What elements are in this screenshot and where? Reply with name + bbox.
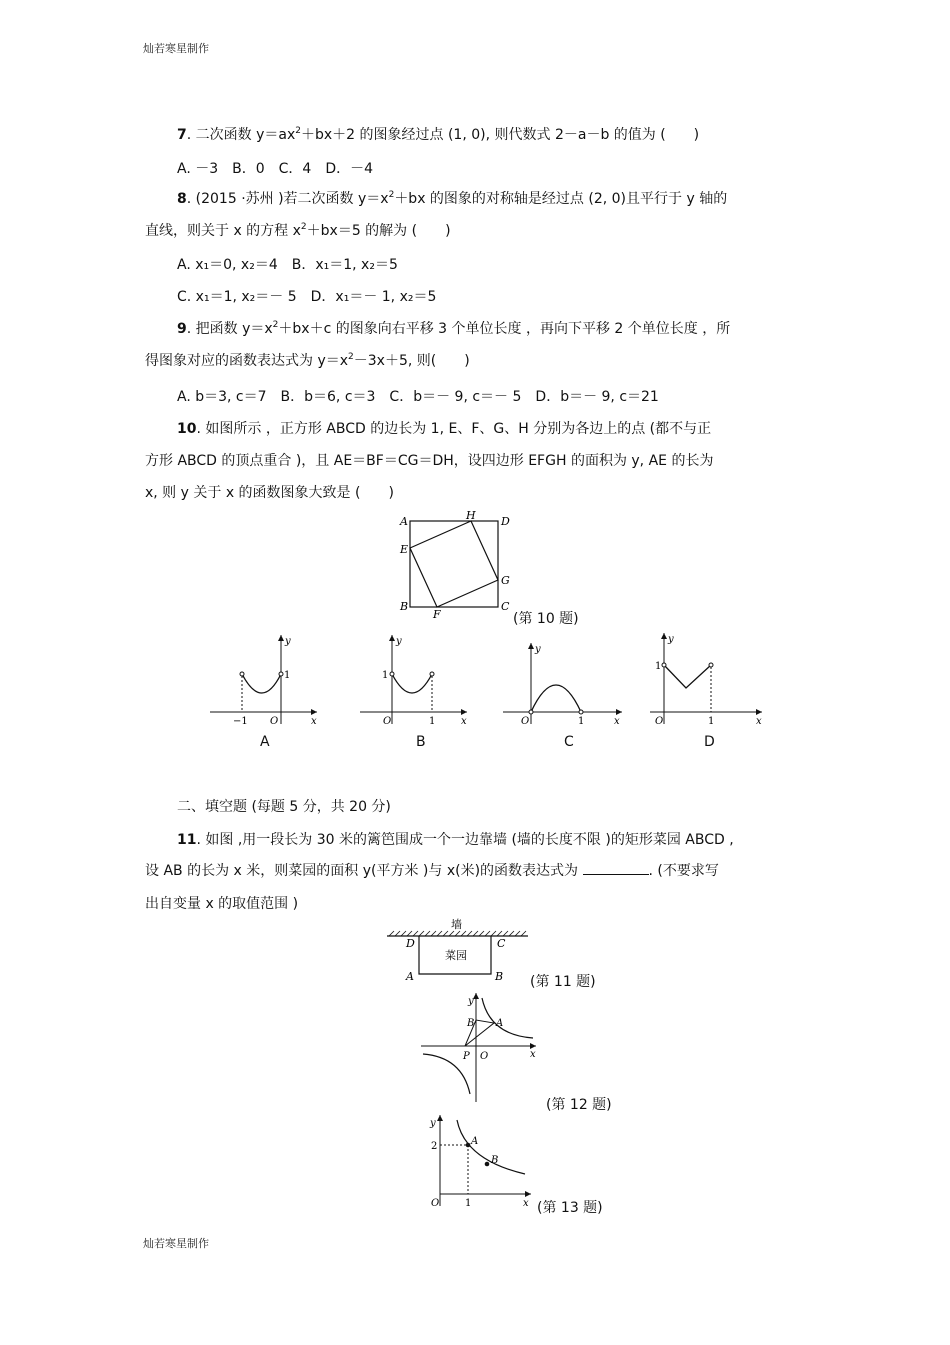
svg-text:O: O [270, 716, 279, 727]
svg-text:A: A [406, 970, 414, 983]
label-C: C [501, 600, 510, 613]
svg-text:1: 1 [382, 670, 389, 681]
figure-10-caption: (第 10 题) [513, 611, 579, 627]
svg-text:A: A [496, 1018, 504, 1029]
svg-text:y: y [668, 634, 674, 645]
graph-option-C [500, 640, 625, 727]
svg-text:O: O [521, 716, 530, 727]
label-D: D [501, 515, 510, 528]
page-header: 灿若寒星制作 [143, 42, 209, 55]
svg-text:y: y [535, 644, 541, 655]
svg-text:1: 1 [708, 716, 715, 727]
graph-label-A: A [260, 734, 270, 750]
question-10: 10. 如图所示 ，正方形 ABCD 的边长为 1, E、F、G、H 分别为各边上的点 (都不与正 [177, 421, 712, 437]
question-number: 7 [177, 127, 187, 143]
graph-option-B [355, 632, 470, 727]
question-8-options-cd: C. x₁＝1, x₂＝－ 5 D．x₁＝－ 1, x₂＝5 [177, 289, 437, 305]
question-11-line-2: 设 AB 的长为 x 米，则菜园的面积 y(平方米 )与 x(米)的函数表达式为 . (不要求写 [145, 863, 719, 879]
figure-12-caption: (第 12 题) [546, 1097, 612, 1113]
svg-text:x: x [311, 716, 317, 727]
svg-text:O: O [431, 1198, 440, 1209]
question-10-line-3: x, 则 y 关于 x 的函数图象大致是 ( ) [145, 485, 394, 501]
question-number: 9 [177, 321, 187, 337]
figure-11-caption: (第 11 题) [530, 974, 596, 990]
svg-text:y: y [430, 1118, 436, 1129]
hyperbola-figure-12 [418, 990, 538, 1105]
figure-13-caption: (第 13 题) [537, 1200, 603, 1216]
question-9: 9. 把函数 $y=x^2+bx+c$ 的图象向右平移 3 个单位长度 ，再向下平移 2 个单位长度 ，所 [177, 320, 731, 337]
svg-text:C: C [497, 937, 506, 950]
svg-text:2: 2 [431, 1141, 438, 1152]
graph-label-D: D [704, 734, 715, 750]
svg-text:y: y [396, 636, 402, 647]
wall-label: 墙 [451, 918, 462, 931]
svg-text:x: x [461, 716, 467, 727]
svg-text:y: y [468, 996, 474, 1007]
question-number: 8 [177, 191, 187, 207]
question-7: 7. 二次函数 $y=ax^2+bx+2$ 的图象经过点 (1, 0), 则代数式 2－a－b 的值为 ( ) [177, 126, 700, 143]
svg-text:1: 1 [429, 716, 436, 727]
section-title: 二、填空题 (每题 5 分，共 20 分) [177, 799, 391, 815]
svg-text:D: D [406, 937, 415, 950]
label-B: B [400, 600, 409, 613]
svg-text:O: O [480, 1051, 489, 1062]
svg-text:O: O [383, 716, 392, 727]
question-7-options: A. －3 B．0 C．4 D．－4 [177, 161, 374, 177]
label-H: H [466, 509, 476, 522]
graph-option-D [645, 630, 765, 727]
svg-text:1: 1 [578, 716, 585, 727]
question-number: 10 [177, 421, 197, 437]
svg-text:A: A [471, 1136, 479, 1147]
question-8-line-2: 直线，则关于 x 的方程 $x^2+bx=5$ 的解为 ( ) [145, 222, 451, 239]
svg-text:x: x [614, 716, 620, 727]
svg-text:x: x [756, 716, 762, 727]
label-F: F [433, 608, 441, 621]
label-E: E [400, 543, 409, 556]
svg-text:B: B [467, 1018, 475, 1029]
question-11: 11. 如图 ,用一段长为 30 米的篱笆围成一个一边靠墙 (墙的长度不限 )的矩形菜园 ABCD , [177, 832, 734, 848]
question-8: 8. (2015 ·苏州 )若二次函数 $y=x^2+bx$ 的图象的对称轴是经过点 (2, 0)且平行于 y 轴的 [177, 190, 728, 207]
question-9-line-2: 得图象对应的函数表达式为 $y=x^2-3x+5$, 则( ) [145, 352, 470, 369]
question-8-options-ab: A. x₁＝0, x₂＝4 B．x₁＝1, x₂＝5 [177, 257, 398, 273]
graph-label-B: B [416, 734, 426, 750]
svg-text:P: P [463, 1051, 470, 1062]
svg-text:1: 1 [655, 661, 662, 672]
svg-text:1: 1 [284, 670, 291, 681]
svg-text:x: x [523, 1198, 529, 1209]
svg-text:O: O [655, 716, 664, 727]
square-figure [395, 508, 525, 620]
hyperbola-figure-13 [425, 1112, 535, 1212]
graph-label-C: C [564, 734, 574, 750]
question-9-options: A. b＝3, c＝7 B．b＝6, c＝3 C．b＝－ 9, c＝－ 5 D．b＝－ 9, c＝21 [177, 389, 659, 405]
svg-text:B: B [491, 1155, 499, 1166]
question-number: 11 [177, 832, 197, 848]
svg-text:y: y [285, 636, 291, 647]
question-10-line-2: 方形 ABCD 的顶点重合 )，且 AE＝BF＝CG＝DH，设四边形 EFGH 的面积为 y, AE 的长为 [145, 453, 714, 469]
page-footer: 灿若寒星制作 [143, 1237, 209, 1250]
svg-text:1: 1 [465, 1198, 472, 1209]
svg-text:x: x [530, 1049, 536, 1060]
svg-text:B: B [495, 970, 504, 983]
svg-text:−1: −1 [233, 716, 248, 727]
label-G: G [501, 574, 510, 587]
garden-label: 菜园 [445, 949, 467, 962]
garden-figure [385, 916, 530, 986]
graph-option-A [205, 632, 320, 727]
answer-blank[interactable] [583, 862, 649, 875]
label-A: A [400, 515, 408, 528]
question-11-line-3: 出自变量 x 的取值范围 ) [145, 896, 299, 912]
